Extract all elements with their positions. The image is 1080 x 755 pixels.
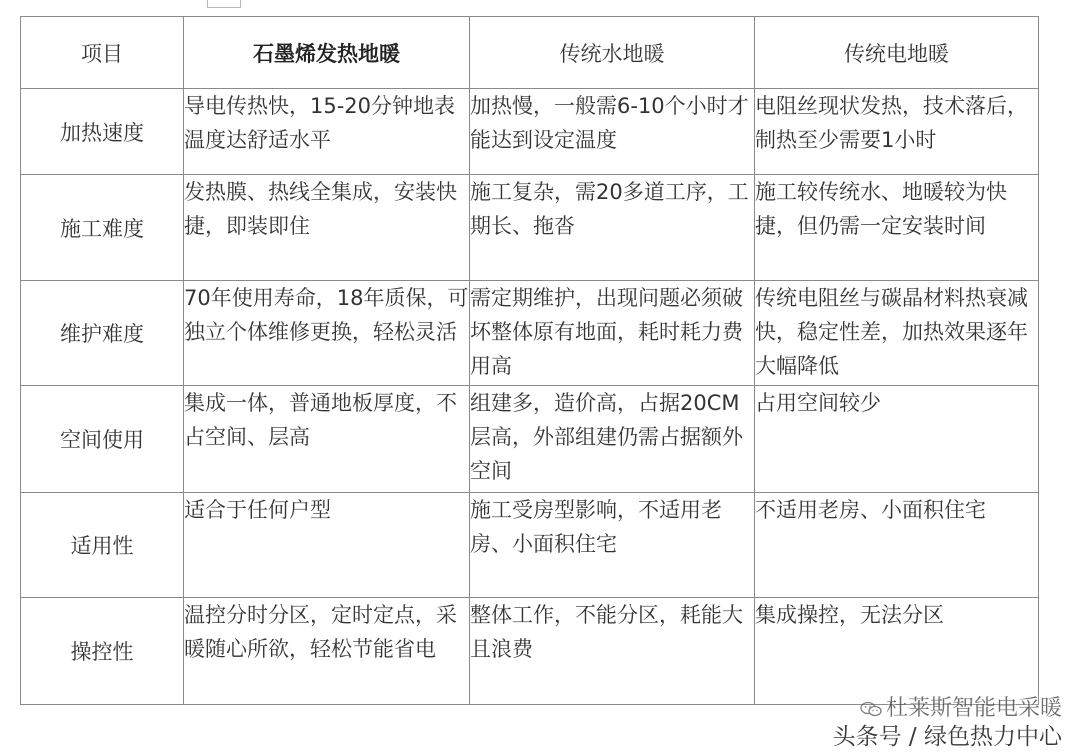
watermark bbox=[833, 695, 1062, 751]
row-label: 空间使用 bbox=[21, 386, 184, 493]
table-row bbox=[21, 386, 1039, 493]
table-cell: 电阻丝现状发热，技术落后，制热至少需要1小时 bbox=[755, 89, 1039, 175]
table-row bbox=[21, 89, 1039, 175]
table-cell: 集成操控，无法分区 bbox=[755, 598, 1039, 705]
table-cell: 温控分时分区，定时定点，采暖随心所欲，轻松节能省电 bbox=[184, 598, 470, 705]
watermark-source: 头条号 / 绿色热力中心 bbox=[832, 724, 1062, 750]
row-label: 维护难度 bbox=[21, 281, 184, 386]
table-cell: 施工较传统水、地暖较为快捷，但仍需一定安装时间 bbox=[755, 175, 1039, 281]
header-electric: 传统电地暖 bbox=[755, 17, 1039, 89]
row-label: 适用性 bbox=[21, 493, 184, 598]
row-label: 施工难度 bbox=[21, 175, 184, 281]
table-cell: 不适用老房、小面积住宅 bbox=[755, 493, 1039, 598]
table-cell: 加热慢，一般需6-10个小时才能达到设定温度 bbox=[470, 89, 755, 175]
header-graphene: 石墨烯发热地暖 bbox=[184, 17, 470, 89]
row-label: 加热速度 bbox=[21, 89, 184, 175]
table-cell: 集成一体，普通地板厚度，不占空间、层高 bbox=[184, 386, 470, 493]
table-cell: 占用空间较少 bbox=[755, 386, 1039, 493]
wechat-icon bbox=[860, 701, 882, 717]
table-cell: 发热膜、热线全集成，安装快捷，即装即住 bbox=[184, 175, 470, 281]
table-cell: 适合于任何户型 bbox=[184, 493, 470, 598]
table-cell: 组建多，造价高，占据20CM层高，外部组建仍需占据额外空间 bbox=[470, 386, 755, 493]
table-cell: 施工复杂，需20多道工序，工期长、拖沓 bbox=[470, 175, 755, 281]
table-row bbox=[21, 493, 1039, 598]
table-cell: 导电传热快，15-20分钟地表温度达舒适水平 bbox=[184, 89, 470, 175]
header-water: 传统水地暖 bbox=[470, 17, 755, 89]
table-cell: 传统电阻丝与碳晶材料热衰减快，稳定性差，加热效果逐年大幅降低 bbox=[755, 281, 1039, 386]
row-label: 操控性 bbox=[21, 598, 184, 705]
header-row bbox=[21, 17, 1039, 89]
table-cell: 需定期维护，出现问题必须破坏整体原有地面，耗时耗力费用高 bbox=[470, 281, 755, 386]
watermark-brand-text: 杜莱斯智能电采暖 bbox=[885, 696, 1062, 721]
table-row bbox=[21, 175, 1039, 281]
top-border-mark bbox=[207, 0, 241, 8]
watermark-brand bbox=[833, 695, 1062, 723]
table-row bbox=[21, 598, 1039, 705]
comparison-table bbox=[20, 16, 1039, 705]
table-cell: 施工受房型影响，不适用老房、小面积住宅 bbox=[470, 493, 755, 598]
header-item: 项目 bbox=[21, 17, 184, 89]
table-cell: 70年使用寿命，18年质保，可独立个体维修更换，轻松灵活 bbox=[184, 281, 470, 386]
table-cell: 整体工作，不能分区，耗能大且浪费 bbox=[470, 598, 755, 705]
table-row bbox=[21, 281, 1039, 386]
